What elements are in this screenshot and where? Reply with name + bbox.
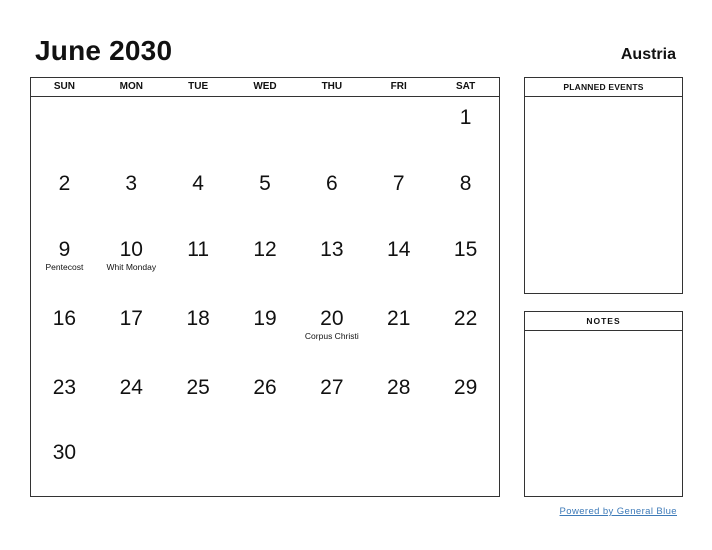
day-number: 21 <box>387 307 411 330</box>
day-number: 8 <box>459 172 472 195</box>
day-cell <box>31 376 98 400</box>
weekday-wed: WED <box>253 81 277 92</box>
weekday-header-row <box>31 78 499 97</box>
day-number: 26 <box>253 376 277 399</box>
day-cell <box>298 376 365 400</box>
day-cell <box>365 307 432 331</box>
weekday-mon: MON <box>119 81 143 92</box>
day-cell <box>232 238 299 262</box>
day-cell <box>298 172 365 196</box>
day-number: 3 <box>125 172 138 195</box>
day-number: 1 <box>459 106 472 129</box>
day-number: 7 <box>392 172 405 195</box>
weekday-sun: SUN <box>53 81 75 92</box>
weekday-sat: SAT <box>455 81 476 92</box>
day-number: 13 <box>320 238 344 261</box>
day-number: 12 <box>253 238 277 261</box>
day-number: 19 <box>253 307 277 330</box>
day-number: 9 <box>58 238 71 261</box>
day-number: 17 <box>119 307 143 330</box>
day-number: 23 <box>52 376 77 399</box>
day-cell <box>232 307 299 331</box>
day-number: 15 <box>453 238 478 261</box>
holiday-label: Whit Monday <box>106 262 157 272</box>
day-number: 28 <box>387 376 411 399</box>
day-cell <box>365 376 432 400</box>
day-cell <box>31 238 98 273</box>
day-number: 14 <box>387 238 411 261</box>
holiday-label: Pentecost <box>45 262 84 272</box>
holiday-label: Corpus Christi <box>304 331 359 341</box>
weekday-thu: THU <box>321 81 343 92</box>
day-cell <box>365 238 432 262</box>
day-number: 27 <box>320 376 344 399</box>
notes-panel <box>524 311 683 497</box>
day-number: 16 <box>52 307 77 330</box>
day-cell <box>98 238 165 273</box>
powered-by-link[interactable]: Powered by General Blue <box>559 506 677 517</box>
day-number: 6 <box>326 172 338 195</box>
day-cell <box>98 376 165 400</box>
day-number: 2 <box>58 172 71 195</box>
day-number: 11 <box>187 238 210 261</box>
day-cell <box>31 172 98 196</box>
day-cell <box>365 172 432 196</box>
day-cell <box>298 238 365 262</box>
day-cell <box>432 106 499 130</box>
day-cell <box>165 172 232 196</box>
planned-events-header: PLANNED EVENTS <box>525 78 682 97</box>
day-cell <box>232 172 299 196</box>
day-cell <box>31 307 98 331</box>
day-cell <box>432 172 499 196</box>
day-number: 20 <box>320 307 344 330</box>
day-cell <box>165 376 232 400</box>
day-number: 30 <box>52 441 77 464</box>
day-cell <box>165 238 232 262</box>
day-number: 10 <box>119 238 143 261</box>
day-number: 4 <box>192 172 204 195</box>
day-cell <box>432 307 499 331</box>
day-cell <box>98 307 165 331</box>
month-calendar <box>30 77 500 497</box>
day-cell <box>232 376 299 400</box>
country-label: Austria <box>620 46 676 63</box>
day-grid <box>31 97 499 496</box>
planned-events-panel <box>524 77 683 294</box>
day-number: 5 <box>259 172 271 195</box>
day-number: 25 <box>186 376 210 399</box>
day-cell <box>98 172 165 196</box>
day-cell <box>165 307 232 331</box>
day-cell <box>432 376 499 400</box>
day-cell <box>31 441 98 465</box>
day-number: 22 <box>453 307 478 330</box>
weekday-fri: FRI <box>390 81 407 92</box>
day-cell <box>298 307 365 342</box>
calendar-title: June 2030 <box>35 35 173 66</box>
day-number: 29 <box>453 376 478 399</box>
day-cell <box>432 238 499 262</box>
weekday-tue: TUE <box>188 81 209 92</box>
day-number: 18 <box>186 307 210 330</box>
day-number: 24 <box>119 376 143 399</box>
notes-header: NOTES <box>525 312 682 331</box>
